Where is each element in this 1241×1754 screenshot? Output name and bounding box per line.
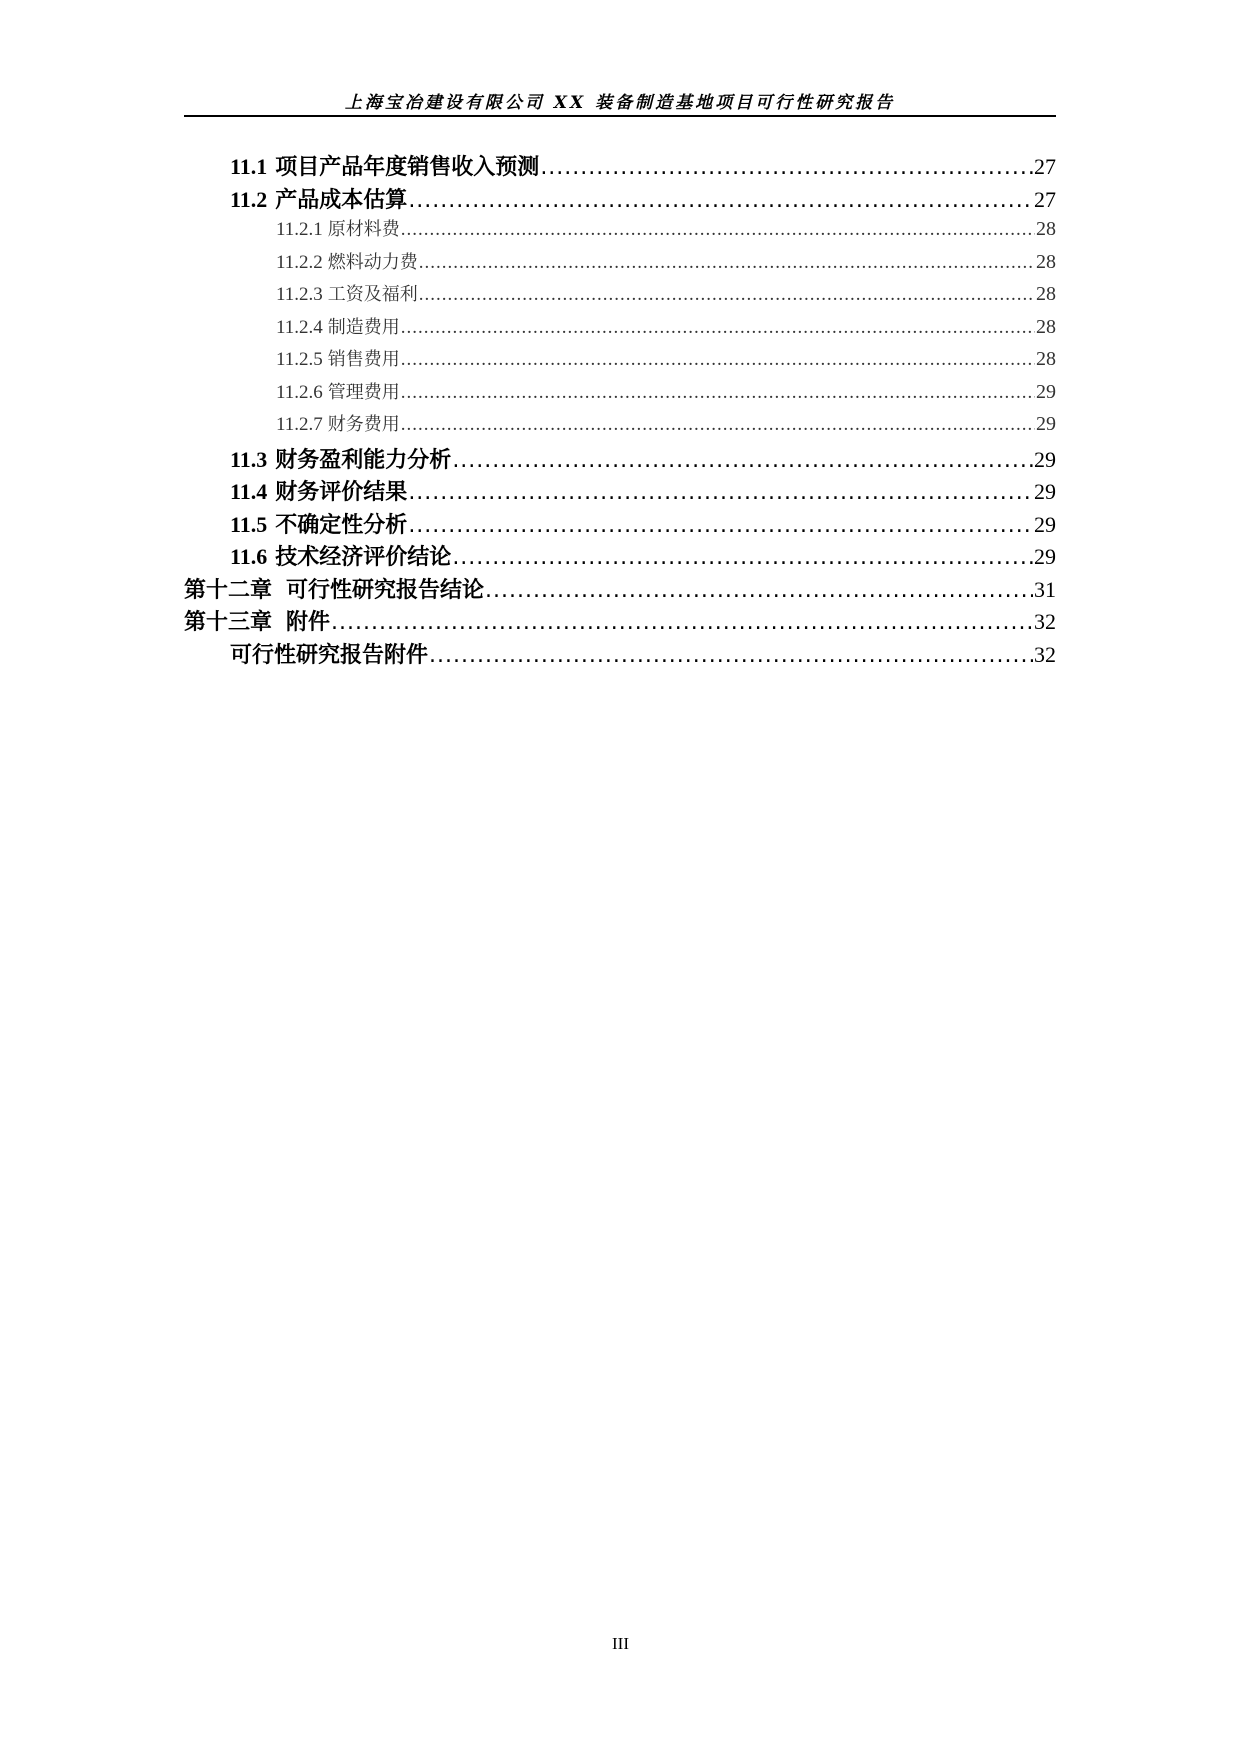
toc-entry-page: 29 — [1034, 544, 1056, 569]
toc-entry-title: 产品成本估算 — [275, 187, 408, 213]
toc-entry-number: 11.3 — [230, 446, 268, 472]
toc-entry-title: 燃料动力费 — [327, 251, 418, 273]
toc-entry-11-4[interactable] — [184, 475, 1056, 508]
dot-leader — [401, 219, 1035, 241]
toc-entry-page: 32 — [1034, 641, 1056, 667]
dot-leader — [452, 545, 1033, 570]
dot-leader — [401, 317, 1035, 339]
toc-entry-11-2-5[interactable] — [184, 345, 1056, 378]
dot-leader — [419, 284, 1035, 306]
toc-entry-number: 11.2.6 — [276, 381, 323, 403]
toc-entry-11-2-2[interactable] — [184, 248, 1056, 281]
toc-entry-chapter-12[interactable] — [184, 573, 1056, 606]
toc-entry-title: 原材料费 — [327, 219, 400, 240]
toc-entry-11-2-7[interactable] — [184, 410, 1056, 443]
toc-entry-number: 11.2.7 — [276, 414, 323, 435]
toc-entry-number: 11.5 — [230, 511, 268, 537]
toc-entry-page: 28 — [1036, 348, 1056, 370]
toc-entry-title: 财务费用 — [327, 414, 400, 435]
toc-entry-number: 11.2.5 — [276, 349, 323, 370]
toc-entry-11-1[interactable] — [184, 150, 1056, 183]
page-number: III — [612, 1634, 629, 1653]
toc-entry-11-2-6[interactable] — [184, 378, 1056, 411]
toc-entry-title: 可行性研究报告结论 — [286, 577, 485, 603]
toc-entry-11-5[interactable] — [184, 508, 1056, 541]
dot-leader — [408, 188, 1033, 213]
toc-entry-page: 28 — [1036, 315, 1056, 338]
toc-entry-number: 第十三章 — [184, 610, 273, 635]
toc-entry-number: 第十二章 — [184, 577, 273, 603]
dot-leader — [429, 643, 1033, 668]
table-of-contents — [184, 150, 1056, 670]
toc-entry-title: 可行性研究报告附件 — [230, 642, 429, 668]
toc-entry-number: 11.4 — [230, 479, 268, 504]
toc-entry-page: 29 — [1036, 413, 1056, 435]
toc-entry-11-6[interactable] — [184, 540, 1056, 573]
toc-entry-title: 制造费用 — [327, 316, 400, 338]
toc-entry-page: 29 — [1034, 479, 1056, 504]
dot-leader — [401, 382, 1035, 404]
toc-entry-11-2[interactable] — [184, 183, 1056, 216]
toc-entry-page: 28 — [1036, 218, 1056, 240]
toc-entry-number: 11.1 — [230, 154, 268, 179]
dot-leader — [485, 578, 1033, 603]
toc-entry-11-2-3[interactable] — [184, 280, 1056, 313]
toc-entry-number: 11.2.1 — [276, 219, 323, 240]
toc-entry-page: 32 — [1034, 609, 1056, 634]
toc-entry-11-2-1[interactable] — [184, 215, 1056, 248]
dot-leader — [401, 414, 1035, 436]
toc-entry-appendix[interactable] — [184, 638, 1056, 671]
toc-entry-number: 11.2.4 — [276, 316, 323, 338]
toc-entry-page: 28 — [1036, 250, 1056, 273]
dot-leader — [408, 513, 1033, 538]
toc-entry-number: 11.6 — [230, 544, 268, 569]
toc-entry-title: 工资及福利 — [327, 284, 418, 305]
header-rule — [184, 115, 1056, 117]
dot-leader — [408, 480, 1033, 505]
dot-leader — [401, 349, 1035, 371]
toc-entry-page: 27 — [1034, 154, 1056, 179]
toc-entry-title: 管理费用 — [327, 381, 400, 403]
running-header: 上海宝冶建设有限公司 XX 装备制造基地项目可行性研究报告 — [344, 93, 896, 113]
dot-leader — [331, 610, 1033, 635]
toc-entry-11-2-4[interactable] — [184, 313, 1056, 346]
toc-entry-page: 29 — [1034, 446, 1056, 472]
toc-entry-title: 技术经济评价结论 — [275, 545, 452, 570]
toc-entry-title: 项目产品年度销售收入预测 — [275, 155, 540, 180]
toc-entry-number: 11.2.3 — [276, 284, 323, 305]
toc-entry-title: 不确定性分析 — [275, 512, 408, 538]
dot-leader — [419, 252, 1035, 274]
toc-entry-number: 11.2.2 — [276, 251, 323, 273]
toc-entry-title: 财务盈利能力分析 — [275, 447, 452, 473]
toc-entry-page: 28 — [1036, 283, 1056, 305]
toc-entry-chapter-13[interactable] — [184, 605, 1056, 638]
toc-entry-page: 29 — [1036, 380, 1056, 403]
toc-entry-page: 31 — [1034, 576, 1056, 602]
dot-leader — [540, 155, 1033, 180]
toc-entry-title: 销售费用 — [327, 349, 400, 370]
toc-entry-11-3[interactable] — [184, 443, 1056, 476]
toc-entry-page: 29 — [1034, 511, 1056, 537]
toc-entry-title: 附件 — [286, 610, 331, 635]
dot-leader — [452, 448, 1033, 473]
toc-entry-number: 11.2 — [230, 186, 268, 212]
toc-entry-title: 财务评价结果 — [275, 480, 408, 505]
toc-entry-page: 27 — [1034, 186, 1056, 212]
